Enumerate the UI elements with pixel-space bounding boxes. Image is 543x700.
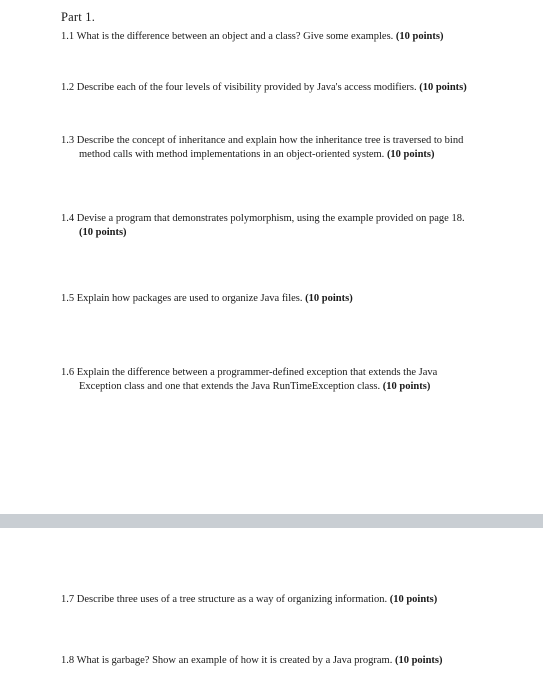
question-number: 1.8 xyxy=(61,655,75,666)
question-text: Explain the difference between a programmer-defined exception that extends the Java xyxy=(76,367,438,378)
question-points: (10 points) xyxy=(395,31,444,42)
question-text: Describe the concept of inheritance and explain how the inheritance tree is traversed to bind xyxy=(76,135,464,146)
question-1-4 xyxy=(61,212,511,239)
question-points: (10 points) xyxy=(389,594,438,605)
question-1-3 xyxy=(61,134,511,161)
question-text-continuation xyxy=(61,148,511,162)
question-text: Devise a program that demonstrates polymorphism, using the example provided on page 18. xyxy=(76,213,465,224)
question-text-continuation xyxy=(61,226,511,240)
question-number: 1.3 xyxy=(61,135,75,146)
question-number: 1.4 xyxy=(61,213,75,224)
question-1-5 xyxy=(61,292,511,306)
question-number: 1.6 xyxy=(61,367,75,378)
question-text-line2: method calls with method implementations in an object-oriented system. xyxy=(79,148,385,160)
question-number: 1.2 xyxy=(61,82,75,93)
question-number: 1.5 xyxy=(61,293,75,304)
page-break-divider xyxy=(0,514,543,528)
question-points: (10 points) xyxy=(305,293,353,304)
question-points: (10 points) xyxy=(79,226,127,238)
question-points: (10 points) xyxy=(419,82,467,93)
question-text-continuation xyxy=(61,380,511,394)
question-text: What is garbage? Show an example of how it is created by a Java program. xyxy=(76,655,393,666)
question-text: What is the difference between an object and a class? Give some examples. xyxy=(76,31,394,42)
question-text: Describe three uses of a tree structure as a way of organizing information. xyxy=(76,594,388,605)
question-1-8 xyxy=(61,654,511,668)
question-number: 1.1 xyxy=(61,31,75,42)
question-points: (10 points) xyxy=(394,655,443,666)
question-1-6 xyxy=(61,366,511,393)
question-1-2 xyxy=(61,81,511,95)
part-title: Part 1. xyxy=(61,10,96,24)
question-number: 1.7 xyxy=(61,594,75,605)
question-text: Explain how packages are used to organize Java files. xyxy=(76,293,303,304)
question-text-line2: Exception class and one that extends the Java RunTimeException class. xyxy=(79,380,381,392)
question-points: (10 points) xyxy=(382,380,431,392)
question-points: (10 points) xyxy=(386,148,435,160)
question-1-7 xyxy=(61,593,511,607)
question-1-1 xyxy=(61,30,511,44)
question-text: Describe each of the four levels of visibility provided by Java's access modifiers. xyxy=(76,82,417,93)
